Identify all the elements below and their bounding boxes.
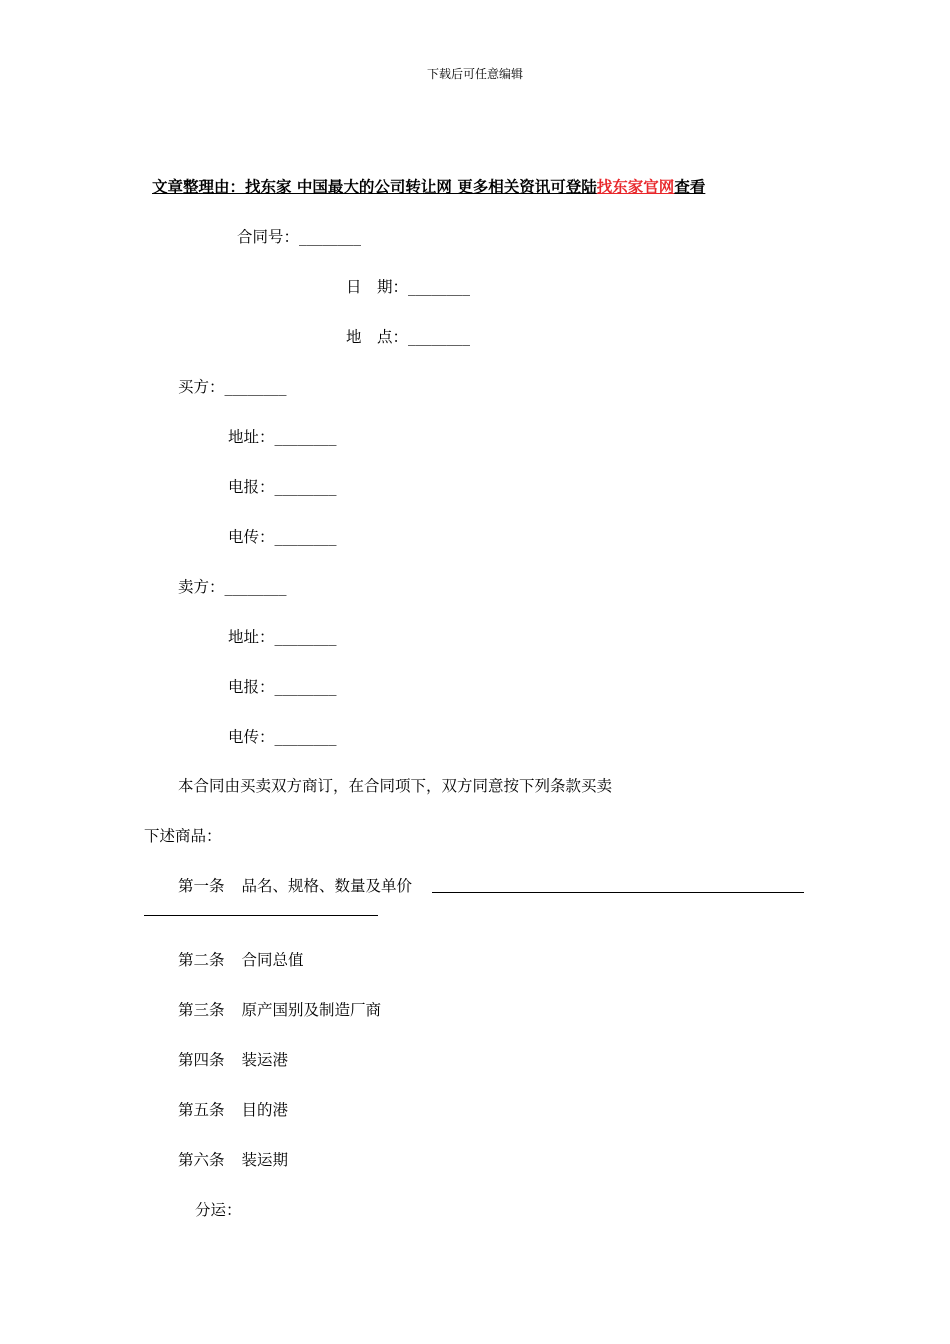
buyer-row bbox=[178, 377, 287, 397]
seller-label: 卖方： bbox=[178, 578, 225, 596]
banner-prefix: 文章整理由：找东家 中国最大的公司转让网 更多相关资讯可登陆 bbox=[152, 177, 597, 196]
article-1 bbox=[178, 876, 412, 896]
buyer-telegram-label: 电报： bbox=[228, 478, 275, 496]
seller-telegram-blank: ________ bbox=[274, 678, 337, 696]
contract-no-blank: ________ bbox=[299, 228, 362, 246]
article-4-num: 第四条 bbox=[178, 1051, 225, 1069]
date-row bbox=[346, 277, 470, 297]
seller-address-label: 地址： bbox=[228, 628, 275, 646]
buyer-address-row bbox=[228, 427, 337, 447]
article-1-rule-2 bbox=[144, 915, 378, 916]
article-3-num: 第三条 bbox=[178, 1001, 225, 1019]
buyer-fax-row bbox=[228, 527, 337, 547]
intro-line-2: 下述商品： bbox=[144, 827, 222, 845]
banner bbox=[152, 177, 705, 197]
buyer-telegram-blank: ________ bbox=[274, 478, 337, 496]
seller-address-blank: ________ bbox=[274, 628, 337, 646]
article-6 bbox=[178, 1150, 288, 1170]
article-5 bbox=[178, 1100, 288, 1120]
seller-fax-row bbox=[228, 727, 337, 747]
article-6-title: 装运期 bbox=[241, 1151, 289, 1169]
article-5-num: 第五条 bbox=[178, 1101, 225, 1119]
article-4 bbox=[178, 1050, 288, 1070]
seller-blank: ________ bbox=[224, 578, 287, 596]
article-3-title: 原产国别及制造厂商 bbox=[241, 1001, 382, 1019]
date-label: 日 期： bbox=[346, 278, 409, 296]
place-label: 地 点： bbox=[346, 328, 409, 346]
date-blank: ________ bbox=[408, 278, 471, 296]
seller-address-row bbox=[228, 627, 337, 647]
place-row bbox=[346, 327, 470, 347]
banner-link[interactable]: 找东家官网 bbox=[596, 177, 675, 196]
seller-fax-blank: ________ bbox=[274, 728, 337, 746]
buyer-fax-label: 电传： bbox=[228, 528, 275, 546]
seller-telegram-row bbox=[228, 677, 337, 697]
partial-shipment-label: 分运： bbox=[195, 1201, 242, 1219]
buyer-label: 买方： bbox=[178, 378, 225, 396]
article-1-rule-1 bbox=[432, 892, 804, 893]
article-3 bbox=[178, 1000, 381, 1020]
contract-no-label: 合同号： bbox=[237, 228, 300, 246]
article-5-title: 目的港 bbox=[241, 1101, 289, 1119]
article-1-title: 品名、规格、数量及单价 bbox=[241, 877, 413, 895]
buyer-address-blank: ________ bbox=[274, 428, 337, 446]
seller-telegram-label: 电报： bbox=[228, 678, 275, 696]
buyer-fax-blank: ________ bbox=[274, 528, 337, 546]
seller-row bbox=[178, 577, 287, 597]
article-2 bbox=[178, 950, 304, 970]
header-note: 下载后可任意编辑 bbox=[426, 67, 523, 81]
article-4-title: 装运港 bbox=[241, 1051, 289, 1069]
article-6-num: 第六条 bbox=[178, 1151, 225, 1169]
intro-line-1: 本合同由买卖双方商订，在合同项下，双方同意按下列条款买卖 bbox=[178, 777, 613, 795]
article-2-num: 第二条 bbox=[178, 951, 225, 969]
article-2-title: 合同总值 bbox=[241, 951, 304, 969]
buyer-blank: ________ bbox=[224, 378, 287, 396]
buyer-telegram-row bbox=[228, 477, 337, 497]
article-1-num: 第一条 bbox=[178, 877, 225, 895]
buyer-address-label: 地址： bbox=[228, 428, 275, 446]
contract-no-row bbox=[237, 227, 361, 247]
place-blank: ________ bbox=[408, 328, 471, 346]
banner-suffix: 查看 bbox=[674, 177, 706, 196]
seller-fax-label: 电传： bbox=[228, 728, 275, 746]
